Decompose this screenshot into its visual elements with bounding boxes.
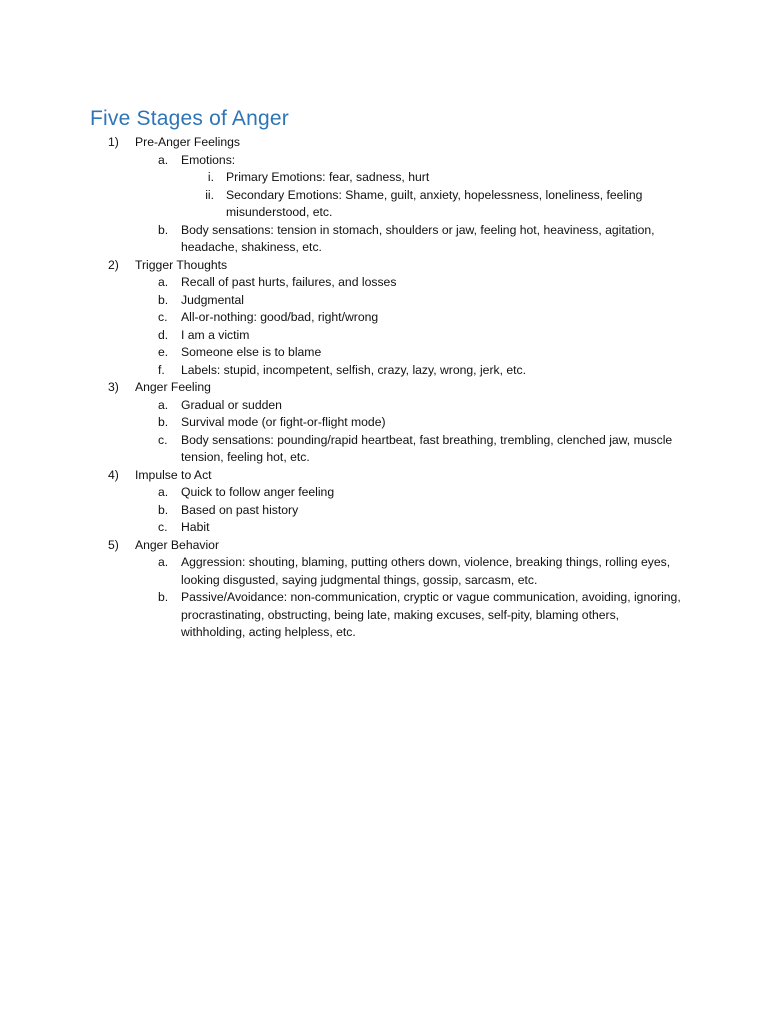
list-item-text: Passive/Avoidance: non-communication, cryptic or vague communication, avoiding, ignoring, procrastinating, obstructing, being late, making excuses, self-pity, blaming others, withholding, acting helpless, etc. [181,590,681,639]
list-item-marker: b. [158,590,169,604]
document-title: Five Stages of Anger [90,107,289,130]
section-heading-text: Anger Feeling [135,380,211,394]
list-item-marker: f. [158,362,165,377]
section-heading [0,257,768,275]
section-heading-text: Pre-Anger Feelings [135,135,240,149]
list-item-text: Someone else is to blame [181,345,322,359]
list-item [0,152,768,170]
list-item-marker: b. [158,292,169,307]
list-item-marker: a. [158,152,169,167]
list-item [0,362,768,380]
section-heading-text: Impulse to Act [135,467,212,482]
list-item-marker: a. [158,485,169,499]
section-heading-marker: 3) [108,380,119,394]
list-item-text: Emotions: [181,152,236,167]
list-item [0,519,768,537]
list-item-marker: b. [158,415,169,429]
list-item-text: Based on past history [181,502,299,517]
list-item-marker: a. [158,275,169,289]
list-item-marker: e. [158,345,169,359]
list-item-text: I am a victim [181,327,250,342]
list-item-marker: c. [158,310,168,324]
sub-list-item-marker: i. [207,170,214,184]
sub-list-item [0,187,768,222]
list-item [0,309,768,327]
list-item-marker: b. [158,502,169,517]
list-item-marker: c. [158,520,168,534]
section-heading [0,467,768,485]
section-heading [0,537,768,555]
list-item-marker: d. [158,327,169,342]
list-item [0,222,768,257]
list-item-marker: c. [158,432,168,447]
list-item-text: Body sensations: tension in stomach, shoulders or jaw, feeling hot, heaviness, agitation, headache, shakiness, etc. [181,222,655,254]
list-item-text: Recall of past hurts, failures, and losses [181,275,397,289]
list-item [0,397,768,415]
list-item [0,274,768,292]
section-heading-text: Trigger Thoughts [135,257,228,272]
list-item [0,414,768,432]
list-item [0,327,768,345]
list-item-text: Habit [181,520,210,534]
list-item [0,502,768,520]
list-item-marker: a. [158,555,169,569]
sub-list-item-marker: ii. [205,187,214,202]
list-item-text: Aggression: shouting, blaming, putting others down, violence, breaking things, rolling eyes, looking disgusted, saying judgmental things, gossip, sarcasm, etc. [181,555,671,587]
list-item-text: Labels: stupid, incompetent, selfish, crazy, lazy, wrong, jerk, etc. [181,362,527,377]
sub-list-item-text: Primary Emotions: fear, sadness, hurt [226,170,430,184]
outline-list [0,134,768,642]
section-heading [0,379,768,397]
section-heading-marker: 4) [108,467,119,482]
list-item [0,292,768,310]
list-item-text: Survival mode (or fight-or-flight mode) [181,415,386,429]
list-item-text: Body sensations: pounding/rapid heartbeat, fast breathing, trembling, clenched jaw, muscle tension, feeling hot, etc. [181,432,673,464]
list-item-text: Quick to follow anger feeling [181,485,335,499]
list-item-marker: a. [158,397,169,412]
list-item [0,554,768,589]
list-item [0,432,768,467]
section-heading [0,134,768,152]
list-item [0,589,768,642]
sub-list-item-text: Secondary Emotions: Shame, guilt, anxiety, hopelessness, loneliness, feeling misunderstood, etc. [226,187,643,219]
list-item-text: All-or-nothing: good/bad, right/wrong [181,310,379,324]
list-item-marker: b. [158,222,169,237]
sub-list-item [0,169,768,187]
section-heading-marker: 1) [108,135,119,149]
section-heading-marker: 2) [108,257,119,272]
section-heading-marker: 5) [108,537,119,552]
section-heading-text: Anger Behavior [135,537,220,552]
list-item [0,344,768,362]
list-item [0,484,768,502]
list-item-text: Gradual or sudden [181,397,282,412]
list-item-text: Judgmental [181,292,245,307]
